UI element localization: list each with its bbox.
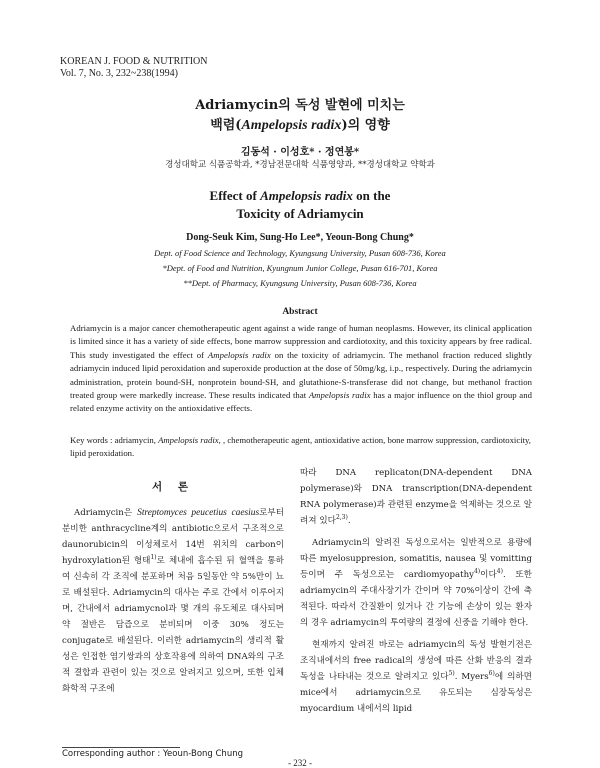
english-authors: Dong-Seuk Kim, Sung-Ho Lee*, Yeoun-Bong Chung* <box>186 232 414 243</box>
right-p2-sup1: 4) <box>473 568 481 576</box>
korean-title-prefix: 백렴( <box>210 118 242 133</box>
left-p1-b: 로부터 분비한 anthracycline계의 antibiotic으로서 구조적으로 daunorubicin의 이성체로서 14번 위치의 carbon이 hydroxylation된 형태 <box>62 508 284 566</box>
abstract-part3: has a major influence on the thiol group and related enzyme activity on the antioxidative effects. <box>70 390 532 414</box>
footnote: Corresponding author : Yeoun-Bong Chung <box>62 749 243 759</box>
affiliation-1: Dept. of Food Science and Technology, Kyungsung University, Pusan 608-736, Korea <box>154 248 446 258</box>
korean-title <box>0 96 600 136</box>
right-p3-c: 에 의하면 mice에서 adriamycin으로 유도되는 심장독성은 myocardium 내에서의 lipid <box>300 672 532 714</box>
section-title: 서 론 <box>152 481 194 493</box>
left-p1-a: Adriamycin은 <box>74 508 138 518</box>
english-title-prefix: Effect of <box>209 188 261 203</box>
korean-title-line1: Adriamycin의 독성 발현에 미치는 <box>195 98 405 113</box>
right-p2-a: Adriamycin의 알려진 독성으로서는 일반적으로 용량에 따른 myelosuppresion, somatitis, nausea 및 vomitting 등이며 주 독성으로는 cardiomyopathy <box>300 538 532 580</box>
korean-title-suffix: )의 영향 <box>341 118 390 133</box>
right-p1-b: . <box>347 516 351 526</box>
english-title-suffix: on the <box>352 188 391 203</box>
keywords-part2: , , chemotherapeutic agent, antioxidative action, bone marrow suppression, cardiotoxicity, lipid peroxidation. <box>70 435 531 459</box>
keywords-part1: adriamycin, <box>114 435 159 445</box>
abstract-part2: on the toxicity of adriamycin. The methanol fraction reduced slightly adriamycin induced lipid peroxidation and superoxide production at the dose of 50mg/kg, i.p., respectively. During the adriamycin administration, protein bound-SH, nonprotein bound-SH, and glutathione-S-transferase did not change, but methanol fraction treated group were markedly increase. These results indicated that <box>70 349 533 401</box>
right-paragraph-2 <box>300 535 532 631</box>
korean-title-italic: Ampelopsis radix <box>241 118 342 133</box>
affiliation-3: **Dept. of Pharmacy, Kyungsung University, Pusan 608-736, Korea <box>183 278 417 288</box>
right-p3-a: 현재까지 알려진 바로는 adriamycin의 독성 발현기전은 조직내에서의 free radical의 생성에 따른 산화 반응의 결과 독성을 나타내는 것으로 알려지고 있다 <box>300 640 532 682</box>
journal-volume: Vol. 7, No. 3, 232~238(1994) <box>60 68 179 79</box>
right-p3-sup2: 6) <box>488 670 495 678</box>
keywords <box>70 434 532 461</box>
abstract-italic1: Ampelopsis radix <box>207 349 271 360</box>
left-paragraph-1 <box>62 505 284 697</box>
right-p3-b: . Myers <box>454 672 489 682</box>
keywords-italic: Ampelopsis radix <box>158 435 219 445</box>
english-title-line2: Toxicity of Adriamycin <box>236 206 364 221</box>
left-p1-italic: Streptomyces peucetius caesius <box>137 508 260 518</box>
right-p1-a: 따라 DNA replicaton(DNA-dependent DNA polymerase)와 DNA transcription(DNA-dependent RNA polymerase)과 관련된 enzyme을 억제하는 것으로 알려져 있다 <box>300 468 532 526</box>
abstract-part1: Adriamycin is a major cancer chemotherapeutic agent against a wide range of human neoplasms. However, its clinical application is limited since it has a variety of side effects, bone marrow suppression and cardiotoxity, and this toxicity appears by free radical. This study investigated the effect of <box>70 323 532 360</box>
body-column-right <box>300 465 532 717</box>
korean-authors: 김동석 · 이성호* · 정연봉* <box>240 147 360 158</box>
left-p1-sup: 1) <box>150 554 157 562</box>
journal-name: KOREAN J. FOOD & NUTRITION <box>60 56 208 67</box>
abstract-heading: Abstract <box>282 307 318 317</box>
keywords-label: Key words : <box>70 435 115 445</box>
body-column-left <box>62 465 284 697</box>
korean-affiliations: 경성대학교 식품공학과, *경남전문대학 식품영양과, **경성대학교 약학과 <box>165 160 435 170</box>
english-title <box>0 187 600 223</box>
footnote-rule <box>62 747 180 748</box>
right-paragraph-3 <box>300 637 532 717</box>
right-paragraph-1 <box>300 465 532 529</box>
abstract-italic2: Ampelopsis radix <box>308 390 371 401</box>
left-p1-c: 로 체내에 흡수된 뒤 혈액을 통하여 신속히 각 조직에 분포하며 처음 5일동안 약 5%만이 뇨로 배설된다. Adriamycin의 대사는 주로 간에서 이루어지며, 간내에서 adriamycnol과 몇 개의 유도체로 대사되며 약 절반은 담즙으로 분비되며 이중 30% 정도는 conjugate로 배설된다. 이러한 adriamycin의 생리적 활성은 인접한 염기쌍과의 상호작용에 의하여 DNA와의 구조적 결합과 관련이 있는 것으로 알려지고 있으며, 또한 입체화학적 구조에 <box>62 556 284 694</box>
english-title-italic: Ampelopsis radix <box>260 188 353 203</box>
abstract-text <box>70 322 532 416</box>
korean-title-line2 <box>0 116 600 136</box>
affiliation-2: *Dept. of Food and Nutrition, Kyungnum Junior College, Pusan 616-701, Korea <box>162 263 438 273</box>
right-p2-c: . 또한 adriamycin의 주대사장기가 간이며 약 70%이상이 간에 축적된다. 따라서 간질환이 있거나 간 기능에 손상이 있는 환자의 경우 adriamycin의 투여량의 결정에 신중을 기해야 한다. <box>300 570 532 628</box>
right-p2-sup2: 4) <box>496 568 503 576</box>
right-p1-sup: 2,3) <box>335 514 348 522</box>
right-p3-sup1: 5) <box>448 670 455 678</box>
journal-header <box>60 56 208 80</box>
right-p2-b: 이다 <box>480 570 497 580</box>
english-title-line1 <box>0 187 600 205</box>
page-number: - 232 - <box>288 758 312 768</box>
